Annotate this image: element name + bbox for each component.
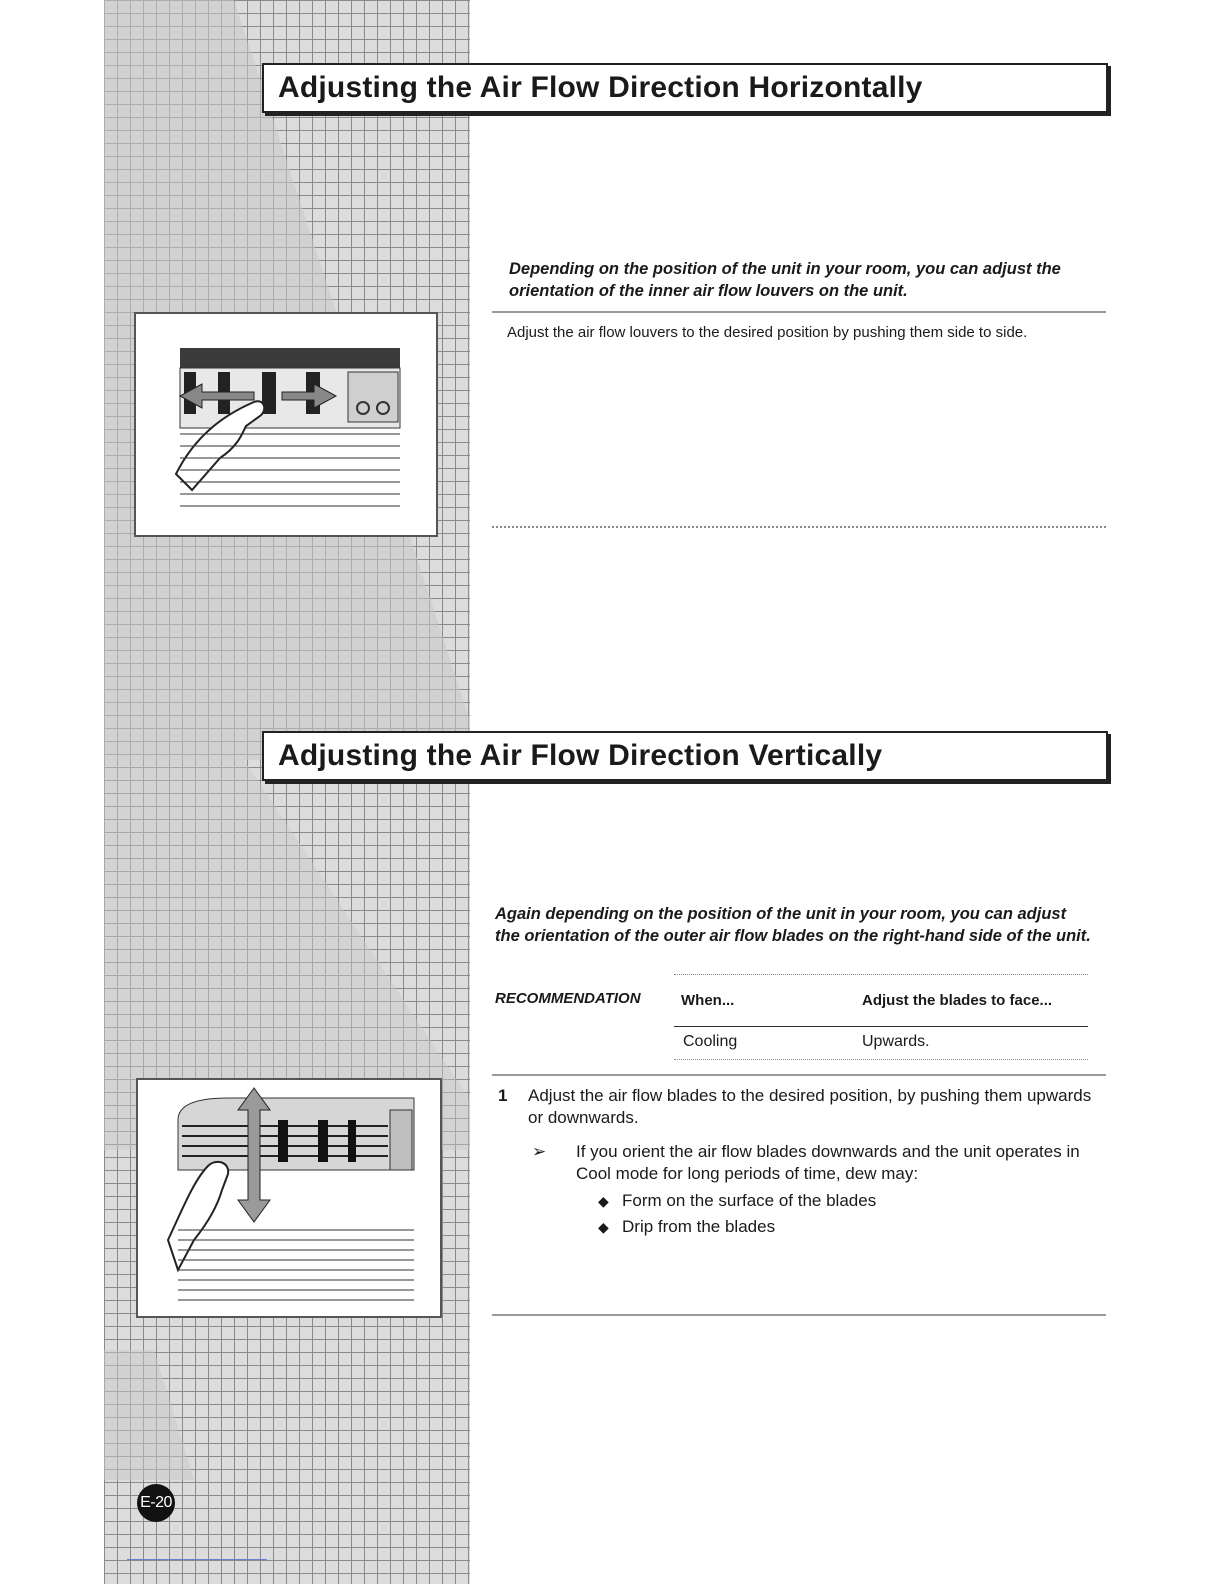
table-header-adjust: Adjust the blades to face... [862,992,1053,1009]
section-header-vertical [262,731,1108,781]
step-number: 1 [498,1086,508,1105]
bullet-list [594,1188,876,1240]
diamond-bullet-icon: ◆ [598,1193,609,1209]
diagonal-decoration [104,0,470,1584]
table-header-rule [674,1026,1088,1027]
page-number-badge: E-20 [137,1484,175,1522]
bullet-text: Drip from the blades [622,1217,776,1236]
table-header-when: When... [681,992,735,1009]
divider [492,311,1106,313]
list-item [594,1214,876,1240]
step-text: Adjust the air flow blades to the desired position, by pushing them upwards or downwards. [528,1086,1092,1127]
vertical-blade-illustration [136,1078,442,1318]
instruction-horizontal: Adjust the air flow louvers to the desired position by pushing them side to side. [507,324,1028,341]
section-end-divider [492,1314,1106,1316]
note-text: If you orient the air flow blades downwards and the unit operates in Cool mode for long periods of time, dew may: [576,1142,1080,1183]
table-bottom-rule [674,1059,1088,1060]
table-top-rule [674,974,1088,975]
section-title-vertical: Adjusting the Air Flow Direction Vertically [278,739,883,772]
intro-horizontal: Depending on the position of the unit in your room, you can adjust the orientation of the inner air flow louvers on the unit. [509,260,1061,300]
divider [492,1074,1106,1076]
table-cell-upwards: Upwards. [862,1033,930,1050]
section-end-divider [492,526,1106,528]
note [532,1141,1096,1185]
recommendation-label: RECOMMENDATION [495,990,641,1007]
air-conditioner-blade-icon [138,1080,440,1316]
table-cell-cooling: Cooling [683,1033,738,1050]
list-item [594,1188,876,1214]
footer-link-line [127,1559,267,1560]
section-header-horizontal [262,63,1108,113]
intro-vertical: Again depending on the position of the unit in your room, you can adjust the orientation of the outer air flow blades on the right-hand side of the unit. [495,905,1091,945]
diamond-bullet-icon: ◆ [598,1219,609,1235]
air-conditioner-louver-icon [136,314,436,535]
section-title-horizontal: Adjusting the Air Flow Direction Horizontally [278,71,923,104]
arrow-icon: ➢ [532,1142,547,1161]
bullet-text: Form on the surface of the blades [622,1191,877,1210]
horizontal-louver-illustration [134,312,438,537]
